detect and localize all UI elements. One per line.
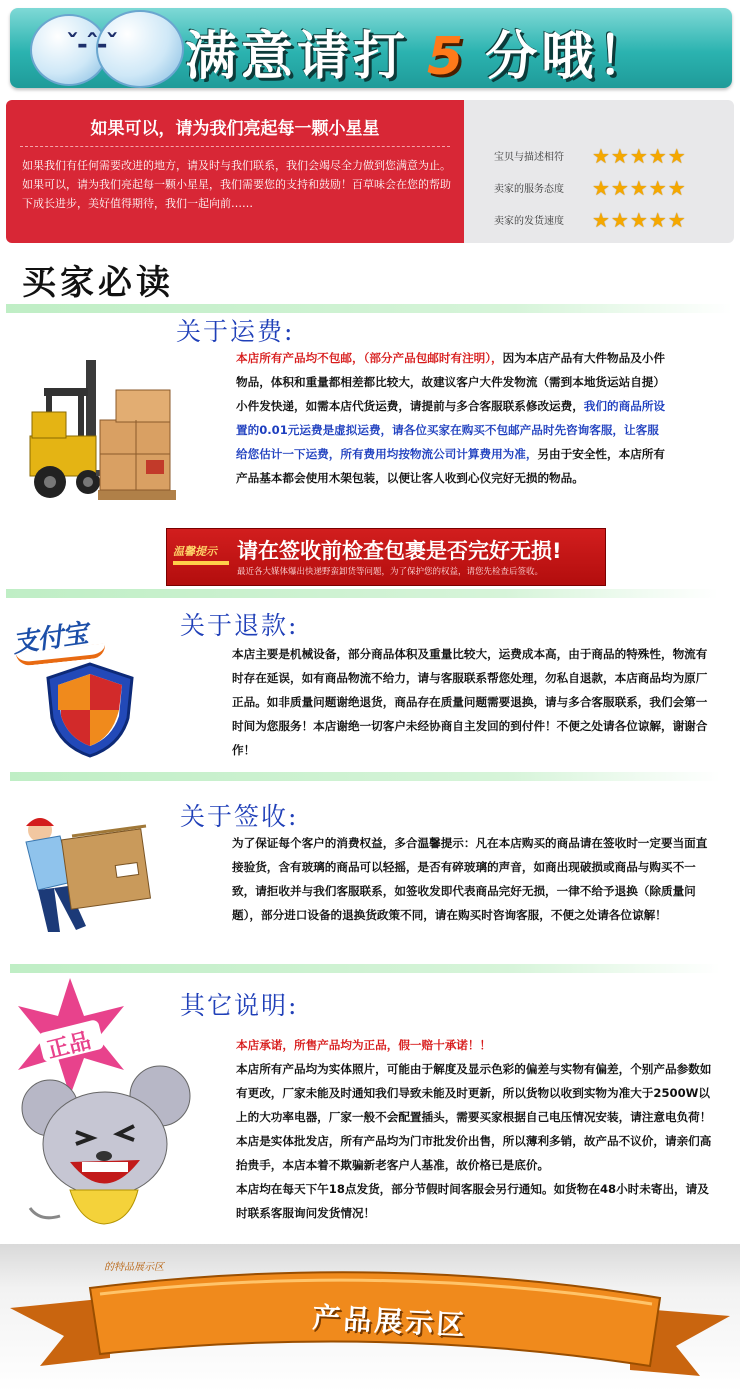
other-shipping-time-text: 本店均在每天下午18点发货，部分节假时间客服会另行通知。如货物在48小时未寄出，请及时联系客服询问发货情况！ <box>236 1182 709 1220</box>
section-divider <box>6 304 732 313</box>
shield-icon <box>42 660 138 760</box>
alipay-logo: 支付宝 <box>10 618 90 660</box>
rating-label: 宝贝与描述相符 <box>494 152 564 163</box>
cartoon-mouse-icon <box>0 976 200 1226</box>
star-icon-group: ★★★★★ <box>592 208 687 232</box>
shipping-text-blue: 我们的商品所设置的0.01元运费是虚拟运费，请各位买家在购买不包邮产品时先咨询客服，让客服给您估计一下运费，所有费用均按物流公司计算费用为准， <box>236 399 665 461</box>
shipping-title: 关于运费: <box>176 317 295 346</box>
inspection-notice-banner <box>166 528 606 586</box>
rating-stars-panel <box>464 100 734 243</box>
shipping-body <box>236 346 666 490</box>
refund-title: 关于退款: <box>180 611 299 640</box>
signing-title: 关于签收: <box>180 802 299 831</box>
rating-row-description <box>494 144 724 166</box>
refund-body: 本店主要是机械设备，部分商品体积及重量比较大，运费成本高，由于商品的特殊性，物流有时存在延误，如有商品物流不给力，请与客服联系帮您处理，勿私自退款，本店商品均为原厂正品。如非质量问题谢绝退货，商品存在质量问题需要退换，请与多合客服联系，我们会第一时间为您服务！本店谢绝一切客户未经协商自主发回的到付件！不便之处请各位谅解，谢谢合作！ <box>232 647 708 757</box>
section-divider <box>10 772 720 781</box>
rating-row-delivery <box>494 208 724 230</box>
section-divider <box>10 964 720 973</box>
signing-body: 为了保证每个客户的消费权益，多合温馨提示：凡在本店购买的商品请在签收时一定要当面直接验货，含有玻璃的商品可以轻摇，是否有碎玻璃的声音，如商出现破损或商品与购买不一致，请拒收并与我们客服联系，如签收发即代表商品完好无损，一律不给予退换（除质量问题），部分进口设备的退换货政策不同，请在购买时咨询客服，不便之处请各位谅解！ <box>232 836 708 922</box>
section-divider <box>6 589 718 598</box>
shipping-text: 因为本店产品有大件物品及小件物品，体积和重量都相差都比较大，故建议客户大件发物流（需到本地货运站自提）小件发快递，如需本店代货运费，请提前与多合客服联系修改运费， <box>236 351 665 413</box>
banner-title <box>185 14 653 89</box>
genuine-badge-text: 正品 <box>44 1028 94 1064</box>
product-showcase-label: 产品展示区 <box>311 1300 469 1343</box>
rating-body: 如果我们有任何需要改进的地方，请及时与我们联系，我们会竭尽全力做到您满意为止。如果可以，请为我们亮起每一颗小星星，我们需要您的支持和鼓励！百草味会在您的帮助下成长进步，美好值得期待，我们一起向前…… <box>22 159 451 210</box>
other-photo-text: 本店所有产品均为实体照片，可能由于解度及显示色彩的偏差与实物有偏差，个别产品参数如有更改，厂家未能及时通知我们导致未能及时更新，所以货物以收到实物为准大于2500W以上的大功率电器，厂家一般不会配置插头，需要买家根据自己电压情况安装，请注意电负荷！ <box>236 1062 712 1124</box>
courier-icon <box>20 812 160 944</box>
rating-row-service <box>494 176 724 198</box>
rating-box <box>6 100 734 243</box>
shipping-text-red: 本店所有产品均不包邮，（部分产品包邮时有注明）， <box>236 351 503 365</box>
bubble-mascot-icon <box>30 8 190 90</box>
other-body <box>236 1033 716 1225</box>
rating-title: 如果可以，请为我们亮起每一颗小星星 <box>90 119 380 139</box>
rating-label: 卖家的服务态度 <box>494 184 564 195</box>
other-title: 其它说明: <box>180 991 299 1020</box>
buyer-must-read-title: 买家必读 <box>22 263 174 303</box>
shipping-text-end: 另由于安全性，本店所有产品基本都会使用木架包装，以便让客人收到心仪完好无损的物品。 <box>236 447 665 485</box>
divider <box>20 146 450 147</box>
mascot-face: ˇ-ˆ-ˇ <box>66 30 117 60</box>
banner-number: 5 <box>427 27 468 87</box>
notice-sub-text: 最近各大媒体爆出快递野蛮卸货等问题，为了保护您的权益，请您先检查后签收。 <box>237 567 544 577</box>
other-promise-text: 本店承诺，所售产品均为正品，假一赔十承诺！！ <box>236 1038 492 1052</box>
banner-text-before: 满意请打 <box>185 27 410 87</box>
star-icon-group: ★★★★★ <box>592 176 687 200</box>
rating-message-panel <box>6 100 464 243</box>
arrow-icon <box>173 561 229 565</box>
banner-text-after: 分哦！ <box>485 27 654 87</box>
forklift-icon <box>26 350 186 520</box>
notice-main-text: 请在签收前检查包裹是否完好无损! <box>237 539 562 563</box>
notice-tag: 温馨提示 <box>173 545 217 558</box>
other-price-text: 本店是实体批发店，所有产品均为门市批发价出售，所以薄利多销，故产品不议价，请亲们高抬贵手，本店本着不欺骗新老客户人基准，故价格已是底价。 <box>236 1134 712 1172</box>
top-banner <box>10 8 732 88</box>
star-icon-group: ★★★★★ <box>592 144 687 168</box>
ribbon-faded-text: 的特品展示区 <box>104 1262 164 1273</box>
rating-label: 卖家的发货速度 <box>494 216 564 227</box>
